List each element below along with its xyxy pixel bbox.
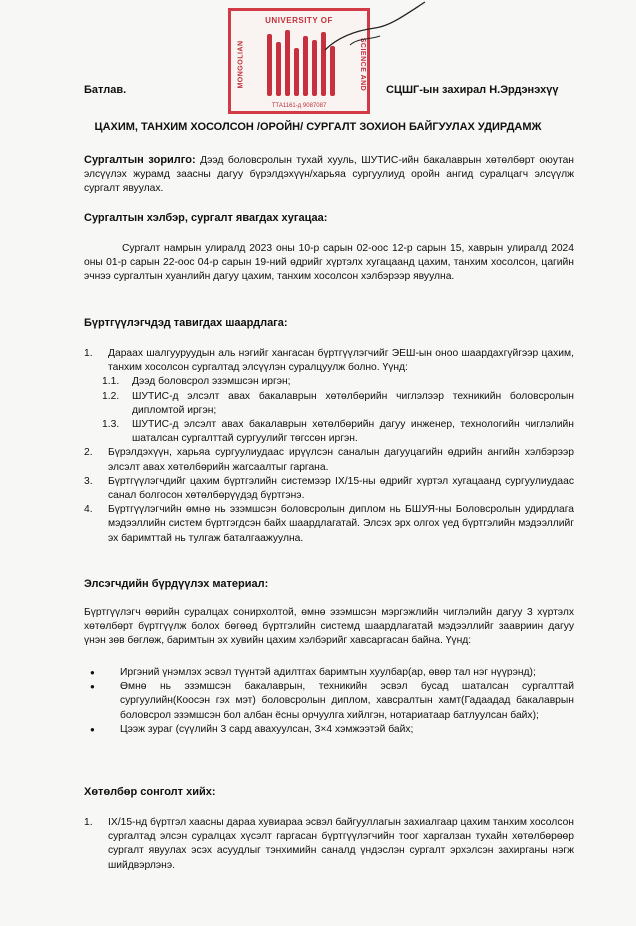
materials-list [84,666,574,737]
materials-heading: Элсэгчдийн бүрдүүлэх материал: [84,578,269,590]
list-item: 1. IX/15-нд бүртгэл хаасны дараа хувиараа эсвэл байгууллагын захиалгаар цахим танхим хосолсон сургалтад элсэн суралцах хүсэлт гаргасан бүртгүүлэгчийн тоог харгалзан тухайн хөтөлбөрөөр сургалт явуулах эсэх асуудлыг тэнхимийн саналд үндэслэн сургалт эрхэлсэн захирганы нэгж шийдвэрлэнэ. [84,817,574,871]
requirements-list [84,347,574,546]
list-item: 2. Бүрэлдэхүүн, харьяа сургуулиудаас ирүүлсэн саналын дагууцагийн өдрийн ангийн хэлбэрээр элсэлт авах хөтөлбөрийн жагсаалтыг гаргана. [84,447,574,473]
form-heading: Сургалтын хэлбэр, сургалт явагдах хугацаа: [84,212,328,224]
materials-intro: Бүртгүүлэгч өөрийн суралцах сонирхолтой, өмнө эзэмшсэн мэргэжлийн чиглэлийн дагуу 3 хүртэлх хөтөлбөрт бүртгүүлж болох бөгөөд бүртгэлийн системд шаардлагатай мэдээллийг заавриин дагуу үнэн зөв бөглөж, баримтын эх хувийн цахим хэлбэрийг хавсаргасан байна. Үүнд: [84,607,574,647]
list-item: 4. Бүртгүүлэгчийн өмнө нь эзэмшсэн боловсролын диплом нь БШУЯ-ны Боловсролын удирдлага мэдээллийн систем бүртгэгдсэн байх шаардлагатай. Элсэх эрх олгох үед бүртгэлийн мэдээллийг эх баримттай нь тулгаж баталгаажуулна. [84,504,574,544]
director-signature-line: СЦШГ-ын захирал Н.Эрдэнэхүү [386,84,559,96]
document-title: ЦАХИМ, ТАНХИМ ХОСОЛСОН /ОРОЙН/ СУРГАЛТ ЗОХИОН БАЙГУУЛАХ УДИРДАМЖ [94,121,542,133]
stamp-right-text: SCIENCE AND [358,37,366,92]
requirements-heading: Бүртгүүлэгчдэд тавигдах шаардлага: [84,317,288,329]
selection-heading: Хөтөлбөр сонголт хийх: [84,786,216,798]
list-item: ● Өмнө нь эзэмшсэн бакалаврын, техникийн эсвэл бусад шаталсан сургалттай сургуулийн(Коосэн гэх мэт) боловсролын диплом, хавсралтын хамт(Гадаадад бакалаврын боловсрол эзэмшсэн бол албан ёсны орчуулга хийлгэн, нотариатаар батлуулсан байх); [84,680,574,723]
stamp-top-text: UNIVERSITY OF [265,16,333,25]
goal-text: Дээд боловсролын тухай хууль, ШУТИС-ийн бакалаврын хөтөлбөрт оюутан элсүүлэх журамд заасны дагуу бүрэлдэхүүн/харьяа сургуулиуд оройн ангид суралцагч элсүүлж сургалт явуулах. [84,155,574,195]
list-item: ● Иргэний үнэмлэх эсвэл түүнтэй адилтгах баримтын хуулбар(ар, өвөр тал нэг нүүрэнд); [84,666,574,680]
list-item: 1.3. ШУТИС-д элсэлт авах бакалаврын хөтөлбөрийн дагуу инженер, технологийн чиглэлийн шаталсан сургалттай сургуулийг төгссөн иргэн. [102,419,574,445]
selection-list [84,816,574,873]
stamp-reg-number: ТТА1161-д 9087087 [271,103,327,109]
list-item: 1.2. ШУТИС-д элсэлт авах бакалаврын хөтөлбөрийн чиглэлээр техникийн боловсролын дипломтой иргэн; [102,390,574,416]
form-text: Сургалт намрын улиралд 2023 оны 10-р сарын 02-оос 12-р сарын 15, хаврын улиралд 2024 оны 01-р сарын 22-оос 04-р сарын 19-ний өдрийг хүртэлх хугацаанд цахим, танхим хосолсон, цагийн эчнээ сургалтын хуанлийн дагуу цахим, танхим хосолсон хэлбэрээр явуулна. [84,243,574,283]
approve-label: Батлав. [84,84,127,96]
list-item: 1.1. Дээд боловсрол эзэмшсэн иргэн; [102,376,291,388]
signature-icon [320,0,430,60]
goal-label: Сургалтын зорилго: [84,154,196,166]
list-item: 3. Бүртгүүлэгчдийг цахим бүртгэлийн системээр IX/15-ны өдрийг хүртэл хугацаанд сургуулиудаас санал болгосон хөтөлбөрүүдэд бүртгэнэ. [84,475,574,502]
stamp-left-text: MONGOLIAN [237,40,245,89]
goal-paragraph [84,153,574,197]
list-item: ● Цээж зураг (сүүлийн 3 сард авахуулсан, 3×4 хэмжээтэй байх; [84,723,574,737]
list-item: 1. Дараах шалгууруудын аль нэгийг хангасан бүртгүүлэгчийг ЭЕШ-ын оноо шаардахгүйгээр цахим, танхим хосолсон сургалтад элсүүлэн суралцуулж болно. Үүнд: 1.1. Дээд боловсрол эзэмшсэн иргэн; 1.2. ШУТИС-д элсэлт авах бакалаврын хөтөлбөрийн чиглэлээр техникийн боловсролын дипломтой иргэн; 1.3. ШУТИС-д элсэлт авах бакалаврын хөтөлбөрийн дагуу инженер, технологийн чиглэлийн шаталсан сургалттай сургуулийг төгссөн иргэн. [84,347,574,446]
